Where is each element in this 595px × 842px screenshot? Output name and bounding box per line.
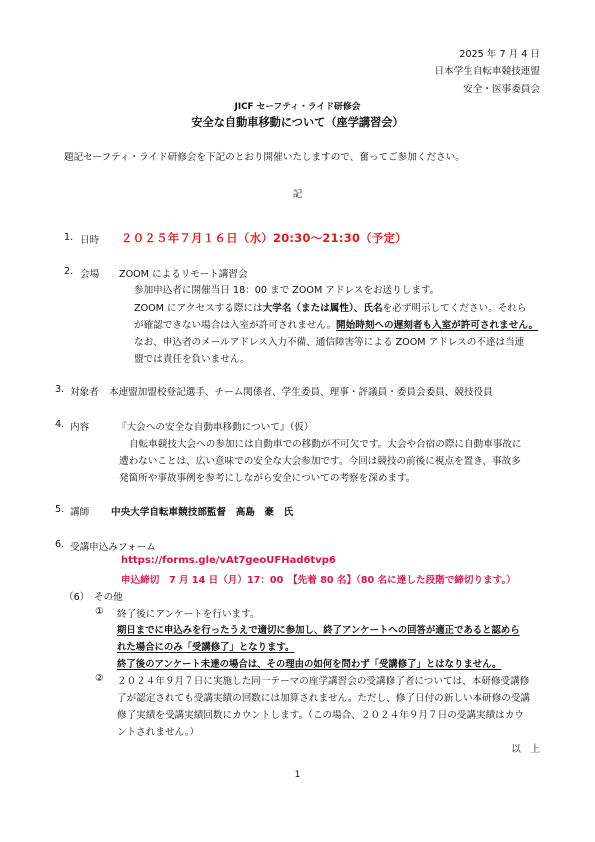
venue-line-1: 参加申込者に開催当日 18：00 まで ZOOM アドレスをお送りします。: [134, 285, 440, 296]
note-2-line-4: ントされません。）: [117, 727, 200, 738]
section-6-label: 受講申込みフォーム: [70, 542, 156, 553]
closing-mark: 以 上: [511, 744, 540, 755]
lecturer-name: 中央大学自転車競技部監督 高島 豪 氏: [111, 507, 294, 518]
section-2-number: 2.: [64, 266, 74, 277]
note-1-line-4: 終了後のアンケート未達の場合は、その理由の如何を問わず「受講修了」とはなりません。: [117, 659, 502, 670]
note-2-line-2: 了が認定されても受講実績の回数には加算されません。ただし、修了日付の新しい本研修の受講: [117, 693, 531, 704]
application-form-link[interactable]: https://forms.gle/vAt7geoUFHad6tvp6: [121, 555, 336, 566]
venue-value: ZOOM によるリモート講習会: [119, 269, 248, 280]
section-other-number: （6）: [64, 592, 90, 603]
committee-name: 安全・医事委員会: [463, 84, 540, 95]
organization-name: 日本学生自転車競技連盟: [434, 66, 540, 77]
intro-text: 題記セーフティ・ライド研修会を下記のとおり開催いたしますので、奮ってご参加ください。: [64, 152, 465, 163]
section-5-number: 5.: [55, 504, 65, 515]
section-3-label: 対象者: [70, 387, 99, 398]
section-2-label: 会場: [80, 269, 100, 280]
venue-line-4: なお、申込者のメールアドレス入力不備、通信障害等による ZOOM アドレスの不達は当連: [134, 337, 525, 348]
content-title: 『大会への安全な自動車移動について』（仮）: [117, 422, 314, 433]
content-line-1: 自転車競技大会への参加には自動車での移動が不可欠です。大会や合宿の際に自動車事故に: [129, 439, 522, 450]
content-line-3: 発箇所や事故事例を参考にしながら安全についての考察を深めます。: [119, 473, 416, 484]
note-1-marker: ①: [95, 606, 104, 617]
ki-heading: 記: [292, 189, 303, 200]
note-1-line-3: れた場合にのみ「受講修了」となります。: [117, 642, 295, 653]
event-datetime: ２０２５年７月１６日（水）20:30〜21:30（予定）: [121, 231, 407, 245]
venue-line-3: が確認できない場合は入室が許可されません。開始時刻への遅刻者も入室が許可されません。: [134, 320, 539, 331]
section-6-number: 6.: [55, 539, 65, 550]
content-line-2: 遭わないことは、広い意味での安全な大会参加です。今回は競技の前後に視点を置き、事故多: [119, 456, 521, 467]
seminar-main-title: 安全な自動車移動について（座学講習会）: [191, 116, 404, 129]
note-2-line-3: 修了実績を受講実績回数にカウントします。（この場合、２０２４年９月７日の受講実績はカウ: [117, 710, 524, 721]
note-1-line-2: 期日までに申込みを行ったうえで適切に参加し、終了アンケートへの回答が適正であると認めら: [117, 625, 520, 636]
note-1-line-1: 終了後にアンケートを行います。: [117, 609, 260, 620]
seminar-series-title: JICF セーフティ・ライド研修会: [234, 102, 361, 112]
section-5-label: 講師: [70, 507, 90, 518]
application-deadline: 申込締切 7 月 14 日（月）17：00 【先着 80 名】（80 名に達した段階で締切ります。）: [121, 575, 516, 586]
page-number: 1: [294, 770, 301, 780]
section-3-number: 3.: [55, 384, 65, 395]
issue-date: 2025 年 7 月 4 日: [459, 49, 540, 60]
section-4-label: 内容: [70, 422, 90, 433]
target-audience: 本連盟加盟校登記選手、チーム関係者、学生委員、理事・評議員・委員会委員、競技役員: [109, 387, 493, 398]
note-2-line-1: ２０２４年９月７日に実施した同一テーマの座学講習会の受講修了者については、本研修受講修: [117, 676, 530, 687]
venue-line-5: 盟では責任を負いません。: [134, 354, 250, 365]
note-2-marker: ②: [95, 673, 104, 684]
section-1-number: 1.: [64, 232, 74, 243]
section-1-label: 日時: [80, 235, 100, 246]
section-4-number: 4.: [55, 419, 65, 430]
section-other-label: その他: [94, 592, 123, 603]
venue-line-2: ZOOM にアクセスする際には大学名（または属性）、氏名を必ず明示してください。それら: [134, 303, 527, 314]
